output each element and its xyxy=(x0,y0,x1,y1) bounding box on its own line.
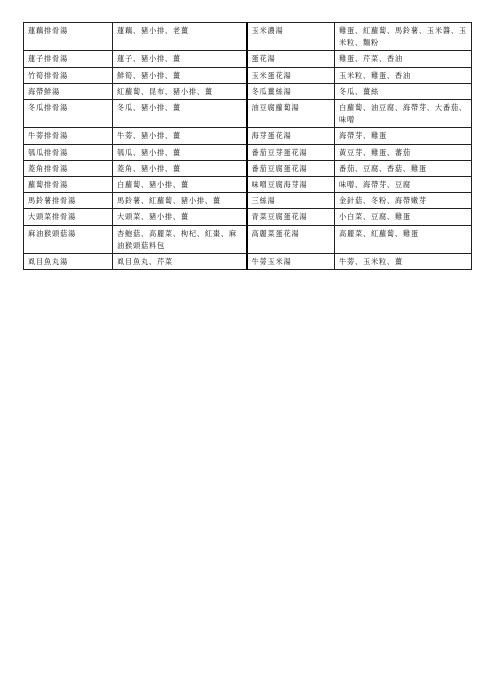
right-ingredients-cell: 玉米粒、雞蛋、香油 xyxy=(335,67,472,83)
left-soup-name-cell: 蓮藕排骨湯 xyxy=(24,23,113,51)
right-soup-name-cell: 三絲湯 xyxy=(247,193,335,209)
right-soup-name-cell: 番茄豆芽蛋花湯 xyxy=(247,144,335,160)
right-ingredients-cell: 味噌、海帶芽、豆腐 xyxy=(335,177,472,193)
left-ingredients-cell: 蓮藕、豬小排、老薑 xyxy=(113,23,247,51)
right-ingredients-cell: 黃豆芽、雞蛋、蕃茄 xyxy=(335,144,472,160)
left-soup-name-cell: 菱角排骨湯 xyxy=(24,160,113,176)
soup-menu-body xyxy=(24,23,472,270)
left-ingredients-cell: 馬鈴薯、紅蘿蔔、豬小排、薑 xyxy=(113,193,247,209)
right-soup-name-cell: 牛蒡玉米湯 xyxy=(247,254,335,270)
left-soup-name-cell: 馬鈴薯排骨湯 xyxy=(24,193,113,209)
left-ingredients-cell: 虱目魚丸、芹菜 xyxy=(113,254,247,270)
table-row xyxy=(24,144,472,160)
right-ingredients-cell: 牛蒡、玉米粒、薑 xyxy=(335,254,472,270)
right-ingredients-cell: 高麗菜、紅蘿蔔、雞蛋 xyxy=(335,225,472,253)
left-ingredients-cell: 牛蒡、豬小排、薑 xyxy=(113,128,247,144)
table-row xyxy=(24,67,472,83)
left-soup-name-cell: 蓮子排骨湯 xyxy=(24,51,113,67)
table-row xyxy=(24,51,472,67)
left-soup-name-cell: 蘿蔔排骨湯 xyxy=(24,177,113,193)
table-row xyxy=(24,209,472,225)
left-ingredients-cell: 鮮筍、豬小排、薑 xyxy=(113,67,247,83)
right-ingredients-cell: 海帶芽、雞蛋 xyxy=(335,128,472,144)
table-row xyxy=(24,128,472,144)
left-ingredients-cell: 白蘿蔔、豬小排、薑 xyxy=(113,177,247,193)
soup-menu-table xyxy=(23,22,472,270)
right-soup-name-cell: 油豆腐蘿蔔湯 xyxy=(247,100,335,128)
left-ingredients-cell: 杏鮑菇、高麗菜、枸杞、紅棗、麻油猴頭菇料包 xyxy=(113,225,247,253)
right-soup-name-cell: 味噌豆腐海芽湯 xyxy=(247,177,335,193)
table-row xyxy=(24,23,472,51)
left-ingredients-cell: 瓠瓜、豬小排、薑 xyxy=(113,144,247,160)
table-row xyxy=(24,193,472,209)
table-row xyxy=(24,83,472,99)
right-ingredients-cell: 番茄、豆腐、香菇、雞蛋 xyxy=(335,160,472,176)
left-soup-name-cell: 瓠瓜排骨湯 xyxy=(24,144,113,160)
right-soup-name-cell: 玉米蛋花湯 xyxy=(247,67,335,83)
right-soup-name-cell: 冬瓜薑絲湯 xyxy=(247,83,335,99)
table-row xyxy=(24,160,472,176)
left-soup-name-cell: 牛蒡排骨湯 xyxy=(24,128,113,144)
right-soup-name-cell: 玉米濃湯 xyxy=(247,23,335,51)
right-ingredients-cell: 冬瓜、薑絲 xyxy=(335,83,472,99)
right-ingredients-cell: 雞蛋、紅蘿蔔、馬鈴薯、玉米醬、玉米粒、麵粉 xyxy=(335,23,472,51)
left-soup-name-cell: 冬瓜排骨湯 xyxy=(24,100,113,128)
right-ingredients-cell: 金針菇、冬粉、海帶嫩芽 xyxy=(335,193,472,209)
left-ingredients-cell: 菱角、豬小排、薑 xyxy=(113,160,247,176)
left-soup-name-cell: 海帶鮮湯 xyxy=(24,83,113,99)
left-soup-name-cell: 大頭菜排骨湯 xyxy=(24,209,113,225)
table-row xyxy=(24,225,472,253)
left-soup-name-cell: 竹筍排骨湯 xyxy=(24,67,113,83)
left-ingredients-cell: 冬瓜、豬小排、薑 xyxy=(113,100,247,128)
table-row xyxy=(24,254,472,270)
left-ingredients-cell: 紅蘿蔔、昆布、豬小排、薑 xyxy=(113,83,247,99)
right-ingredients-cell: 雞蛋、芹菜、香油 xyxy=(335,51,472,67)
left-ingredients-cell: 大頭菜、豬小排、薑 xyxy=(113,209,247,225)
right-soup-name-cell: 海芽蛋花湯 xyxy=(247,128,335,144)
left-soup-name-cell: 虱目魚丸湯 xyxy=(24,254,113,270)
right-soup-name-cell: 高麗菜蛋花湯 xyxy=(247,225,335,253)
left-ingredients-cell: 蓮子、豬小排、薑 xyxy=(113,51,247,67)
left-soup-name-cell: 麻油猴頭菇湯 xyxy=(24,225,113,253)
table-row xyxy=(24,177,472,193)
right-soup-name-cell: 番茄豆腐蛋花湯 xyxy=(247,160,335,176)
right-ingredients-cell: 白蘿蔔、油豆腐、海帶芽、大番茄、味噌 xyxy=(335,100,472,128)
right-soup-name-cell: 蛋花湯 xyxy=(247,51,335,67)
right-soup-name-cell: 青菜豆腐蛋花湯 xyxy=(247,209,335,225)
right-ingredients-cell: 小白菜、豆腐、雞蛋 xyxy=(335,209,472,225)
table-row xyxy=(24,100,472,128)
